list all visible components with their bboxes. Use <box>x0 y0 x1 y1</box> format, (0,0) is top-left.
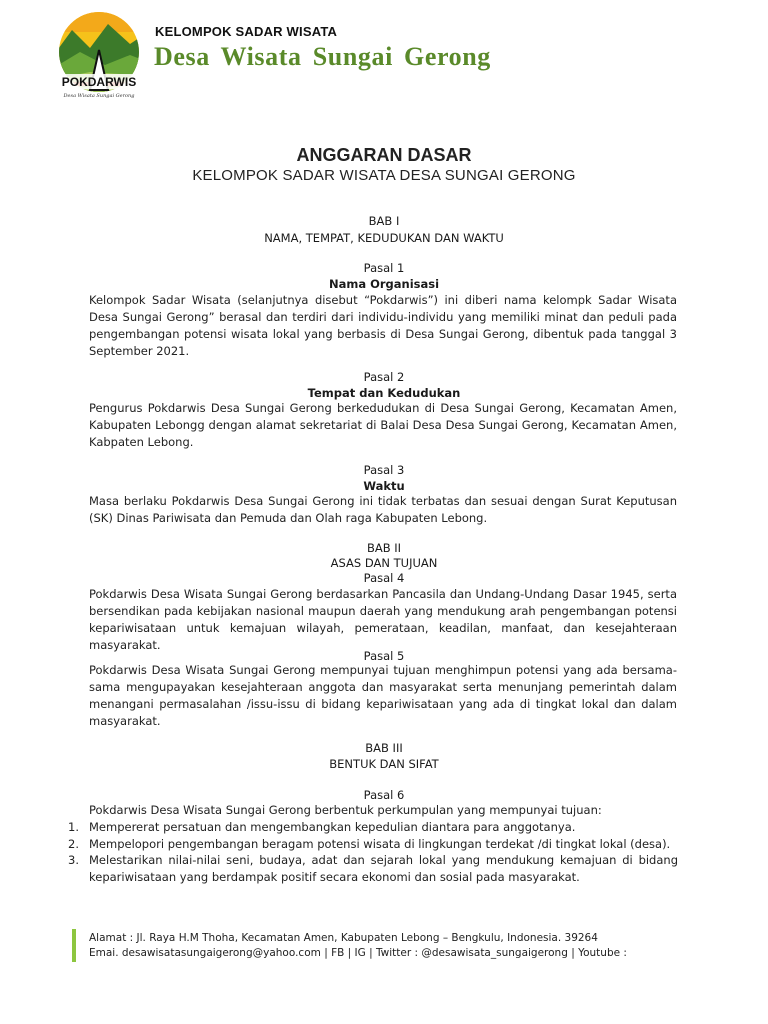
pasal5-text: Pokdarwis Desa Wisata Sungai Gerong mempunyai tujuan menghimpun potensi yang ada bersama-sama mengupayakan kesejahteraan anggota dan masyarakat serta menunjang pemerintah dalam menangani permasalahan /issu-issu di bidang kepariwisataan yang ada di tingkat lokal dan dalam masyarakat. <box>89 663 677 728</box>
pasal3-title: Waktu <box>363 479 405 493</box>
pasal3-text: Masa berlaku Pokdarwis Desa Sungai Gerong ini tidak terbatas dan sesuai dengan Surat Keputusan (SK) Dinas Pariwisata dan Pemuda dan Olah raga Kabupaten Lebong. <box>89 494 677 525</box>
pasal2-title: Tempat dan Kedudukan <box>307 386 461 400</box>
bab1-name: NAMA, TEMPAT, KEDUDUKAN DAN WAKTU <box>264 231 504 245</box>
document-subtitle: KELOMPOK SADAR WISATA DESA SUNGAI GERONG <box>192 167 576 184</box>
pasal6-label: Pasal 6 <box>363 788 405 802</box>
list-item <box>68 836 678 853</box>
logo-script: Desa Wisata Sungai Gerong <box>63 93 135 99</box>
list-item-number: 2. <box>68 836 79 851</box>
footer-accent-bar <box>72 929 76 962</box>
bab2-heading: BAB II <box>366 541 402 555</box>
footer-contact: Emai. desawisatasungaigerong@yahoo.com | FB | IG | Twitter : @desawisata_sungaigerong | Youtube : <box>89 947 627 959</box>
pasal2-text: Pengurus Pokdarwis Desa Sungai Gerong berkedudukan di Desa Sungai Gerong, Kecamatan Amen, Kabupaten Lebongg dengan alamat sekretariat di Balai Desa Desa Sungai Gerong, Kecamatan Amen, Kabpaten Lebong. <box>89 401 677 449</box>
list-item-text: Melestarikan nilai-nilai seni, budaya, adat dan sejarah lokal yang mendukung kemajuan di bidang kepariwisataan yang berdampak positif secara ekonomi dan sosial pada masyarakat. <box>89 853 678 884</box>
list-item <box>68 819 678 836</box>
pasal2-label: Pasal 2 <box>363 370 405 384</box>
pasal6-intro: Pokdarwis Desa Wisata Sungai Gerong berbentuk perkumpulan yang mempunyai tujuan: <box>89 803 602 817</box>
pokdarwis-logo <box>50 10 148 100</box>
logo-text: POKDARWIS <box>61 75 137 89</box>
list-item-text: Mempererat persatuan dan mengembangkan kepedulian diantara para anggotanya. <box>89 820 576 834</box>
pasal1-text: Kelompok Sadar Wisata (selanjutnya disebut “Pokdarwis”) ini diberi nama kelompk Sadar Wisata Desa Sungai Gerong” berasal dan terdiri dari individu-individu yang memiliki minat dan peduli pada pengembangan potensi wisata lokal yang berbasis di Desa Sungai Gerong, dibentuk pada tanggal 3 September 2021. <box>89 293 677 358</box>
list-item-text: Mempelopori pengembangan beragam potensi wisata di lingkungan terdekat /di tingkat lokal (desa). <box>89 836 671 851</box>
pasal6-list <box>68 819 678 885</box>
header-desa-title: Desa Wisata Sungai Gerong <box>154 42 491 71</box>
list-item-number: 3. <box>68 853 79 867</box>
pasal4-label: Pasal 4 <box>363 571 405 585</box>
pasal4-text: Pokdarwis Desa Wisata Sungai Gerong berdasarkan Pancasila dan Undang-Undang Dasar 1945, serta bersendikan pada kebijakan nasional maupun daerah yang mendukung arah pengembangan potensi kepariwisataan untuk kemajuan wilayah, pemerataan, keadilan, manfaat, dan kesejahteraan masyarakat. <box>89 587 677 652</box>
footer-address: Alamat : Jl. Raya H.M Thoha, Kecamatan Amen, Kabupaten Lebong – Bengkulu, Indonesia. 39264 <box>89 932 598 944</box>
pasal1-label: Pasal 1 <box>363 261 405 275</box>
bab1-heading: BAB I <box>368 214 400 228</box>
header-kelompok: KELOMPOK SADAR WISATA <box>155 24 338 39</box>
logo-graphic <box>50 10 148 100</box>
document-title: ANGGARAN DASAR <box>296 145 472 165</box>
bab3-name: BENTUK DAN SIFAT <box>329 757 439 771</box>
list-item <box>68 852 678 885</box>
bab3-heading: BAB III <box>365 741 403 755</box>
bab2-name: ASAS DAN TUJUAN <box>330 556 438 570</box>
pasal3-label: Pasal 3 <box>363 463 405 477</box>
list-item-number: 1. <box>68 820 79 834</box>
pasal1-title: Nama Organisasi <box>328 277 440 291</box>
pasal5-label: Pasal 5 <box>363 649 405 663</box>
